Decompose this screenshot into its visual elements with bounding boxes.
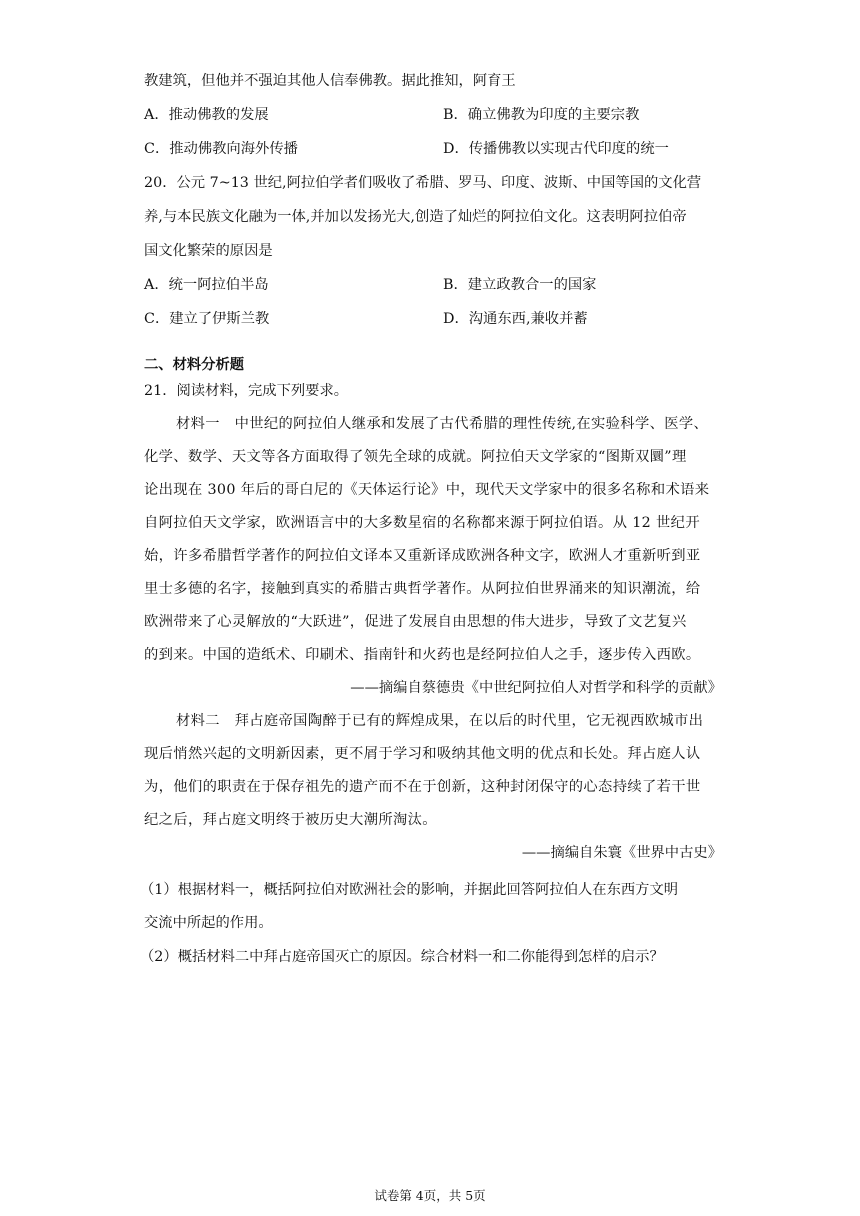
- q21-intro: 21．阅读材料，完成下列要求。: [144, 383, 349, 399]
- section-heading: 二、材料分析题: [144, 357, 245, 373]
- q19-option-d: D．传播佛教以实现古代印度的统一: [443, 141, 669, 157]
- material1-line: 欧洲带来了心灵解放的“大跃进”，促进了发展自由思想的伟大进步，导致了文艺复兴: [144, 614, 687, 630]
- q19-stem-tail: 教建筑，但他并不强迫其他人信奉佛教。据此推知，阿育王: [144, 73, 516, 89]
- sub-question-2: （2）概括材料二中拜占庭帝国灭亡的原因。综合材料一和二你能得到怎样的启示？: [140, 949, 664, 965]
- material2-line: 纪之后，拜占庭文明终于被历史大潮所淘汰。: [144, 812, 437, 828]
- material2-source: ——摘编自朱寰《世界中古史》: [521, 845, 722, 861]
- material2-line: 为，他们的职责在于保存祖先的遗产而不在于创新，这种封闭保守的心态持续了若干世: [144, 779, 701, 795]
- material1-line: 始，许多希腊哲学著作的阿拉伯文译本又重新译成欧洲各种文字，欧洲人才重新听到亚: [144, 548, 701, 564]
- q20-stem-line: 养,与本民族文化融为一体,并加以发扬光大,创造了灿烂的阿拉伯文化。这表明阿拉伯帝: [144, 209, 687, 225]
- q20-stem-line: 20．公元 7~13 世纪,阿拉伯学者们吸收了希腊、罗马、印度、波斯、中国等国的文化营: [144, 175, 702, 191]
- q20-option-b: B．建立政教合一的国家: [443, 277, 597, 293]
- q20-option-a: A．统一阿拉伯半岛: [144, 277, 269, 293]
- q20-option-d: D．沟通东西,兼收并蓄: [443, 311, 588, 327]
- sub-question-1-line: 交流中所起的作用。: [144, 915, 273, 931]
- q19-option-b: B．确立佛教为印度的主要宗教: [443, 107, 640, 123]
- q20-option-c: C．建立了伊斯兰教: [144, 311, 270, 327]
- material1-line: 的到来。中国的造纸术、印刷术、指南针和火药也是经阿拉伯人之手，逐步传入西欧。: [144, 647, 701, 663]
- material2-line: 材料二 拜占庭帝国陶醉于已有的辉煌成果，在以后的时代里，它无视西欧城市出: [176, 713, 704, 729]
- material1-line: 论出现在 300 年后的哥白尼的《天体运行论》中，现代天文学家中的很多名称和术语来: [144, 482, 710, 498]
- material2-line: 现后悄然兴起的文明新因素，更不屑于学习和吸纳其他文明的优点和长处。拜占庭人认: [144, 746, 701, 762]
- sub-question-1-line: （1）根据材料一，概括阿拉伯对欧洲社会的影响，并据此回答阿拉伯人在东西方文明: [140, 882, 679, 898]
- material1-source: ——摘编自蔡德贵《中世纪阿拉伯人对哲学和科学的贡献》: [350, 680, 722, 696]
- material1-line: 材料一 中世纪的阿拉伯人继承和发展了古代希腊的理性传统,在实验科学、医学、: [176, 416, 709, 432]
- material1-line: 自阿拉伯天文学家，欧洲语言中的大多数星宿的名称都来源于阿拉伯语。从 12 世纪开: [144, 515, 700, 531]
- page-footer: 试卷第 4页，共 5页: [374, 1188, 486, 1203]
- q19-option-a: A．推动佛教的发展: [144, 107, 269, 123]
- q20-stem-line: 国文化繁荣的原因是: [144, 243, 273, 259]
- material1-line: 里士多德的名字，接触到真实的希腊古典哲学著作。从阿拉伯世界涌来的知识潮流，给: [144, 581, 701, 597]
- material1-line: 化学、数学、天文等各方面取得了领先全球的成就。阿拉伯天文学家的“图斯双圜”理: [144, 449, 687, 465]
- q19-option-c: C．推动佛教向海外传播: [144, 141, 298, 157]
